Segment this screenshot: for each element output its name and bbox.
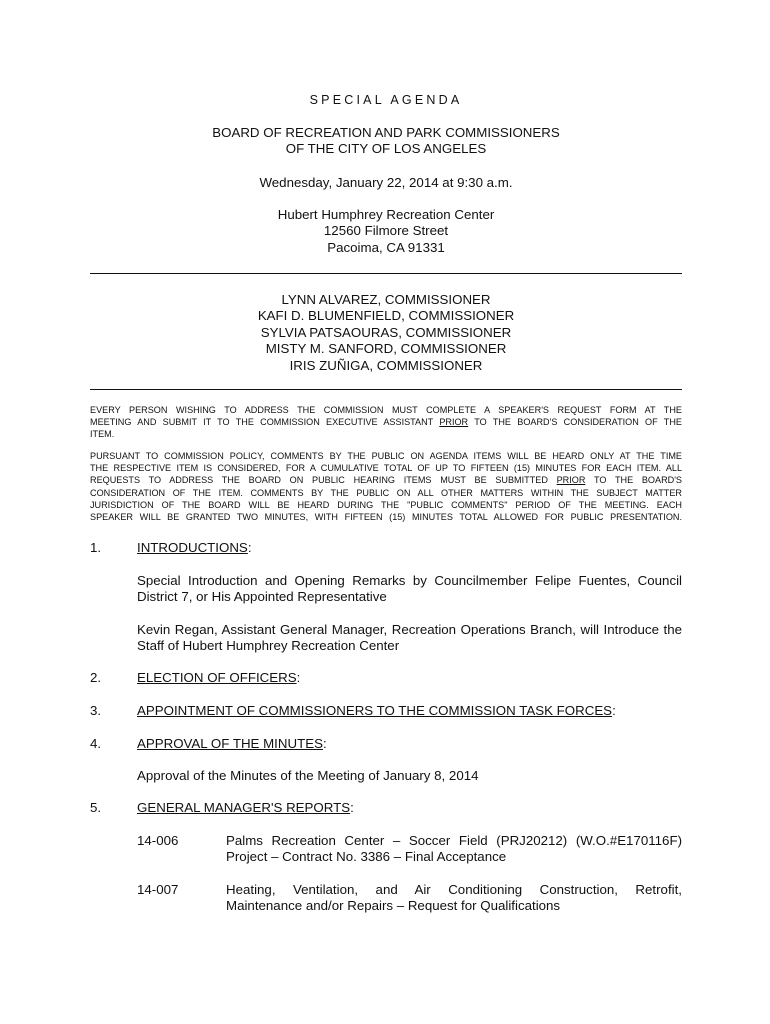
notice-text: MEETING AND SUBMIT IT TO THE COMMISSION EXECUTIVE ASSISTANT xyxy=(90,417,440,428)
item-heading xyxy=(137,800,354,816)
report-line: Project – Contract No. 3386 – Final Acceptance xyxy=(226,849,507,865)
report-line: Maintenance and/or Repairs – Request for Qualifications xyxy=(226,898,561,914)
notice-text: TO THE BOARD'S xyxy=(585,475,682,486)
paragraph-line: District 7, or His Appointed Representative xyxy=(137,589,387,605)
report-number: 14-006 xyxy=(137,833,179,848)
board-name-line: OF THE CITY OF LOS ANGELES xyxy=(285,141,487,157)
item-heading-text: APPROVAL OF THE MINUTES xyxy=(137,736,323,751)
report-number: 14-007 xyxy=(137,882,179,897)
location-line: Hubert Humphrey Recreation Center xyxy=(277,207,495,222)
notice-line: PURSUANT TO COMMISSION POLICY, COMMENTS BY THE PUBLIC ON AGENDA ITEMS WILL BE HEARD ONLY AT THE TIME xyxy=(90,451,682,461)
meeting-datetime-text: Wednesday, January 22, 2014 at 9:30 a.m. xyxy=(259,175,513,190)
paragraph-line: Approval of the Minutes of the Meeting of January 8, 2014 xyxy=(137,768,479,783)
item-number: 4. xyxy=(90,736,102,751)
paragraph-line: Special Introduction and Opening Remarks by Councilmember Felipe Fuentes, Council xyxy=(137,573,682,588)
location-line: Pacoima, CA 91331 xyxy=(327,239,445,255)
item-number: 1. xyxy=(90,540,102,555)
report-line: Palms Recreation Center – Soccer Field (PRJ20212) (W.O.#E170116F) xyxy=(226,833,682,848)
notice-line: CONSIDERATION OF THE ITEM. COMMENTS BY THE PUBLIC ON ALL OTHER MATTERS WITHIN THE SUBJECT MATTER xyxy=(90,487,682,498)
item-heading-colon: : xyxy=(296,670,301,685)
meeting-location xyxy=(90,207,682,256)
item-heading-colon: : xyxy=(247,540,252,555)
report-description xyxy=(226,882,682,915)
item-heading-text: APPOINTMENT OF COMMISSIONERS TO THE COMMISSION TASK FORCES xyxy=(137,703,613,718)
item-number: 3. xyxy=(90,703,102,718)
paragraph-line: Staff of Hubert Humphrey Recreation Center xyxy=(137,638,400,654)
item-heading xyxy=(137,540,252,556)
item-heading-text: GENERAL MANAGER'S REPORTS xyxy=(137,800,351,815)
item-heading-colon: : xyxy=(322,736,327,751)
board-name-line: BOARD OF RECREATION AND PARK COMMISSIONERS xyxy=(212,125,560,140)
notice-line: JURISDICTION OF THE BOARD WILL BE HEARD DURING THE "PUBLIC COMMENTS" PERIOD OF THE MEETING. EACH xyxy=(90,499,682,510)
public-comment-policy xyxy=(90,450,682,523)
report-line: Heating, Ventilation, and Air Conditioning Construction, Retrofit, xyxy=(226,882,682,897)
prior-emphasis: PRIOR xyxy=(439,417,469,428)
meeting-datetime xyxy=(90,175,682,191)
item-heading xyxy=(137,670,300,686)
item-number: 5. xyxy=(90,800,102,815)
item-heading xyxy=(137,736,327,752)
notice-line: SPEAKER WILL BE GRANTED TWO MINUTES, WITH FIFTEEN (15) MINUTES TOTAL ALLOWED FOR PUBLIC PRESENTATION. xyxy=(90,512,682,523)
notice-line xyxy=(90,416,682,428)
item-heading-colon: : xyxy=(350,800,354,815)
notice-line: ITEM. xyxy=(90,429,115,440)
commissioner-name: LYNN ALVAREZ, COMMISSIONER xyxy=(281,292,491,307)
commissioner-name: KAFI D. BLUMENFIELD, COMMISSIONER xyxy=(257,308,515,324)
notice-text: REQUESTS TO ADDRESS THE BOARD ON PUBLIC HEARING ITEMS MUST BE SUBMITTED xyxy=(90,475,557,486)
commissioner-name: MISTY M. SANFORD, COMMISSIONER xyxy=(265,341,507,357)
commissioner-list xyxy=(90,292,682,374)
notice-line: THE RESPECTIVE ITEM IS CONSIDERED, FOR A CUMULATIVE TOTAL OF UP TO FIFTEEN (15) MINUTES FOR EACH ITEM. ALL xyxy=(90,463,682,474)
item-1-paragraph-1 xyxy=(137,573,682,606)
notice-line: EVERY PERSON WISHING TO ADDRESS THE COMMISSION MUST COMPLETE A SPEAKER'S REQUEST FORM AT THE xyxy=(90,405,682,415)
board-name xyxy=(90,125,682,158)
item-heading-colon: : xyxy=(612,703,616,718)
paragraph-line: Kevin Regan, Assistant General Manager, Recreation Operations Branch, will Introduce the xyxy=(137,622,682,637)
item-heading xyxy=(137,703,616,719)
divider xyxy=(90,389,682,390)
divider xyxy=(90,273,682,274)
report-description xyxy=(226,833,682,866)
item-4-paragraph-1 xyxy=(137,768,682,784)
commissioner-name: SYLVIA PATSAOURAS, COMMISSIONER xyxy=(260,324,512,340)
item-number: 2. xyxy=(90,670,102,685)
item-1-paragraph-2 xyxy=(137,622,682,655)
item-heading-text: INTRODUCTIONS xyxy=(137,540,248,555)
location-line: 12560 Filmore Street xyxy=(323,223,449,239)
commissioner-name: IRIS ZUÑIGA, COMMISSIONER xyxy=(289,357,483,373)
item-heading-text: ELECTION OF OFFICERS xyxy=(137,670,297,685)
page-title: SPECIAL AGENDA xyxy=(309,93,463,107)
prior-emphasis: PRIOR xyxy=(556,475,586,486)
notice-text: TO THE BOARD'S CONSIDERATION OF THE xyxy=(468,417,682,428)
notice-line xyxy=(90,474,682,486)
speaker-request-notice xyxy=(90,404,682,441)
